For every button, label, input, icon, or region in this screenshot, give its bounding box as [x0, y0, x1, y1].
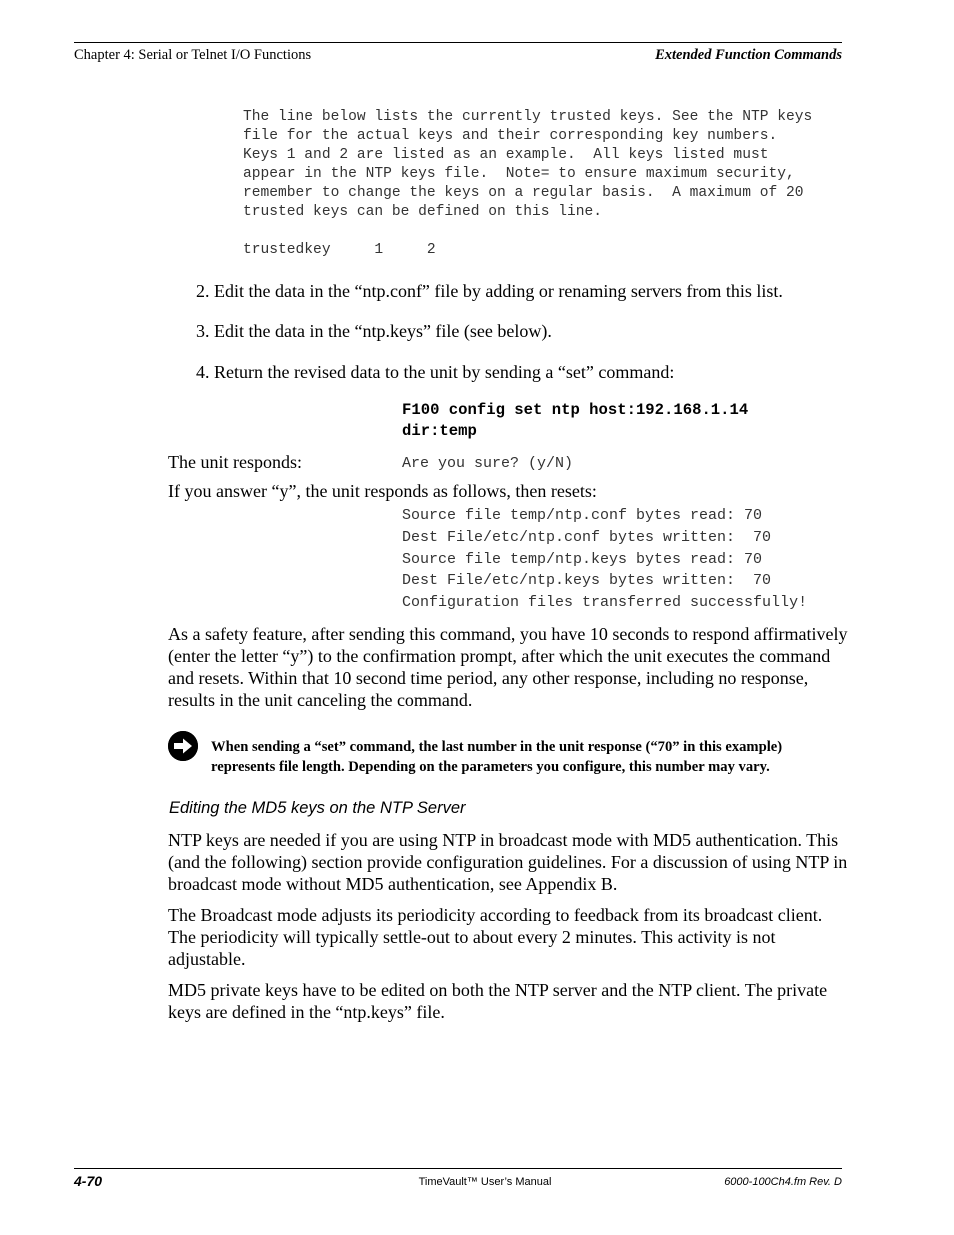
footer-rule: [74, 1168, 842, 1169]
paragraph-broadcast-mode: The Broadcast mode adjusts its periodicity according to feedback from its broadcast client. The periodicity will typically settle-out to about every 2 minutes. This activity is not adjustable.: [168, 905, 823, 969]
set-command: F100 config set ntp host:192.168.1.14 dir:temp: [402, 401, 749, 440]
page-number: 4-70: [74, 1173, 103, 1189]
unit-output-block: Source file temp/ntp.conf bytes read: 70 Dest File/etc/ntp.conf bytes written: 70 Source file temp/ntp.keys bytes read: 70 Dest File/etc/ntp.keys bytes written: 70 Configuration files transferred successfully!: [402, 507, 808, 612]
section-heading: Editing the MD5 keys on the NTP Server: [169, 799, 466, 817]
paragraph-ntp-keys: NTP keys are needed if you are using NTP in broadcast mode with MD5 authentication. This (and the following) section provide configuration guidelines. For a discussion of using NTP in broadcast mode without MD5 authentication, see Appendix B.: [168, 830, 848, 894]
step-4: 4. Return the revised data to the unit by sending a “set” command:: [196, 362, 675, 382]
code-comment-block: The line below lists the currently trusted keys. See the NTP keys file for the actual keys and their corresponding key numbers. Keys 1 and 2 are listed as an example. All keys listed must appear in the NTP keys file. Note= to ensure maximum security, remember to change the keys on a regular basis. A maximum of 20 trusted keys can be defined on this line.: [243, 109, 813, 220]
safety-paragraph: As a safety feature, after sending this command, you have 10 seconds to respond affirmatively (enter the letter “y”) to the confirmation prompt, after which the unit executes the command and resets. Within that 10 second time period, any other response, including no response, results in the unit canceling the command.: [168, 624, 848, 710]
paragraph-md5-private-keys: MD5 private keys have to be edited on both the NTP server and the NTP client. The private keys are defined in the “ntp.keys” file.: [168, 980, 828, 1022]
header-rule: [74, 42, 842, 43]
unit-responds-label: The unit responds:: [168, 452, 302, 472]
arrow-icon: [168, 731, 198, 761]
trustedkey-line: trustedkey 1 2: [243, 242, 436, 258]
header-section: Extended Function Commands: [655, 47, 842, 63]
manual-title: TimeVault™ User’s Manual: [418, 1176, 552, 1188]
unit-responds-value: Are you sure? (y/N): [402, 455, 574, 472]
note-text: When sending a “set” command, the last number in the unit response (“70” in this example) represents file length. Depending on the parameters you configure, this number may vary.: [211, 739, 783, 775]
step-2: 2. Edit the data in the “ntp.conf” file by adding or renaming servers from this list.: [196, 281, 783, 301]
header-chapter: Chapter 4: Serial or Telnet I/O Functions: [74, 47, 312, 63]
step-3: 3. Edit the data in the “ntp.keys” file (see below).: [196, 321, 552, 341]
file-revision: 6000-100Ch4.fm Rev. D: [724, 1176, 842, 1188]
if-yes-text: If you answer “y”, the unit responds as follows, then resets:: [168, 481, 597, 501]
